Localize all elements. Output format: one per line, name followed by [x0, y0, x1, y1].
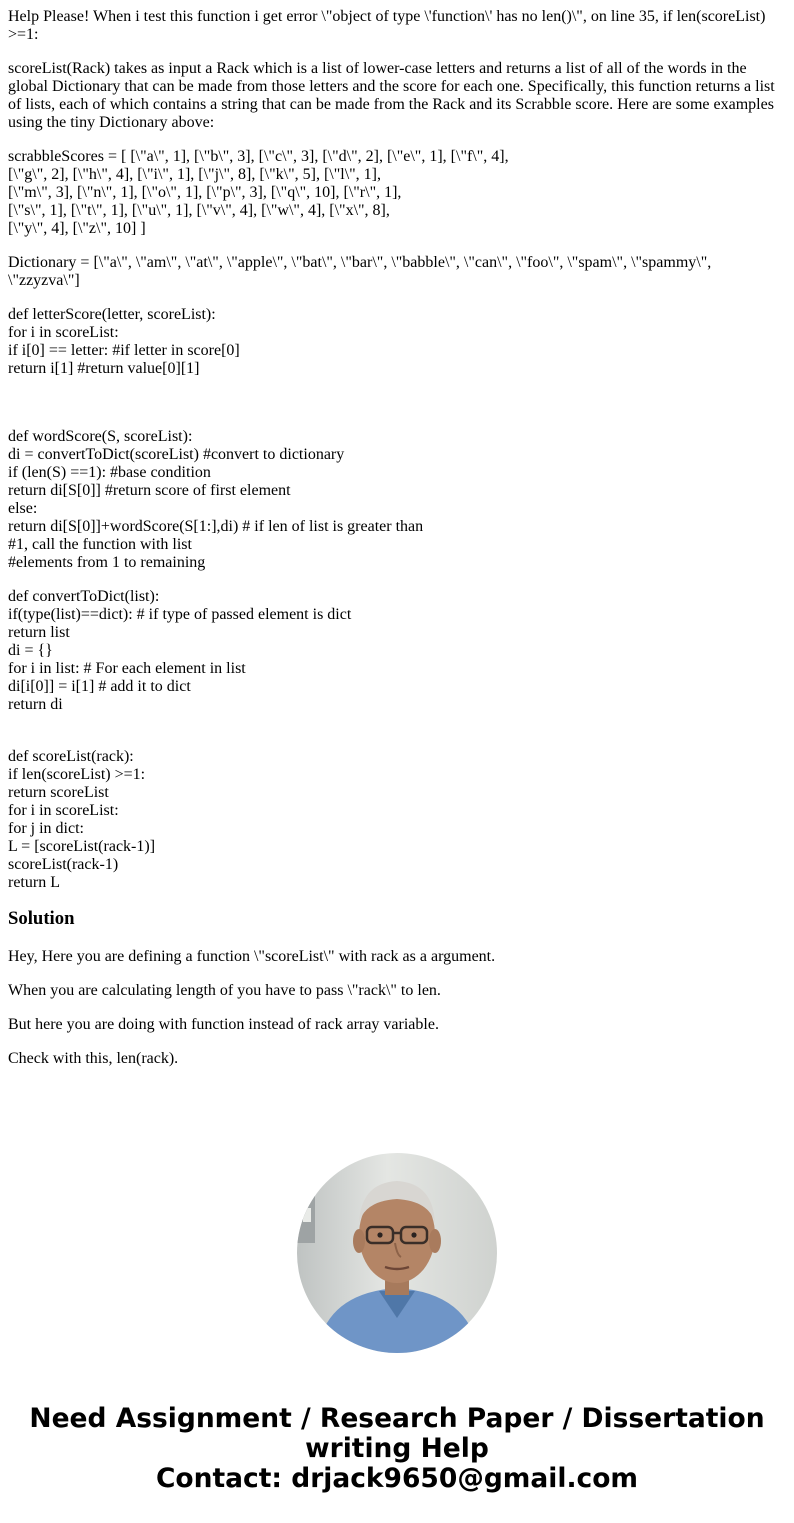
blank-space [8, 394, 778, 428]
question-intro: Help Please! When i test this function i get error \"object of type \'function\' has no len()\", on line 35, if len(scoreList) >=1: [8, 8, 766, 43]
word-score-block [8, 428, 778, 572]
code-line: def wordScore(S, scoreList): [8, 428, 193, 445]
code-line: if (len(S) ==1): #base condition [8, 464, 211, 481]
code-line: return scoreList [8, 784, 109, 801]
blank-space [8, 730, 778, 748]
code-line: def letterScore(letter, scoreList): [8, 306, 216, 323]
code-line: di = {} [8, 642, 53, 659]
code-line: else: [8, 500, 38, 517]
code-line: [\"g\", 2], [\"h\", 4], [\"i\", 1], [\"j\", 8], [\"k\", 5], [\"l\", 1], [8, 166, 381, 183]
promo-contact: Contact: drjack9650@gmail.com [155, 1463, 639, 1494]
promo-line: Need Assignment / Research Paper / Dissertation [29, 1403, 765, 1434]
code-line: for i in scoreList: [8, 802, 119, 819]
code-line: for i in list: # For each element in list [8, 660, 246, 677]
question-content [8, 8, 778, 1084]
solution-paragraph: Hey, Here you are defining a function \"scoreList\" with rack as a argument. [8, 948, 496, 965]
dictionary-line: Dictionary = [\"a\", \"am\", \"at\", \"apple\", \"bat\", \"bar\", \"babble\", \"can\", \"foo\", \"spam\", \"spammy\", \"zzyzva\"] [8, 254, 712, 289]
tutor-avatar [297, 1153, 497, 1353]
code-line: return di[S[0]] #return score of first element [8, 482, 291, 499]
code-line: di = convertToDict(scoreList) #convert to dictionary [8, 446, 345, 463]
code-line: L = [scoreList(rack-1)] [8, 838, 156, 855]
question-description: scoreList(Rack) takes as input a Rack which is a list of lower-case letters and returns a list of all of the words in the global Dictionary that can be made from those letters and the score for each one. Specifically, this function returns a list of lists, each of which contains a string that can be made from the Rack and its Scrabble score. Here are some examples using the tiny Dictionary above: [8, 60, 775, 131]
code-line: return list [8, 624, 70, 641]
code-line: return di[S[0]]+wordScore(S[1:],di) # if len of list is greater than [8, 518, 424, 535]
tutor-portrait-image [297, 1153, 497, 1353]
promo-line: writing Help [305, 1433, 489, 1464]
code-line: return di [8, 696, 63, 713]
code-line: scoreList(rack-1) [8, 856, 119, 873]
code-line: def scoreList(rack): [8, 748, 134, 765]
scrabble-scores-block [8, 148, 778, 238]
solution-paragraph: But here you are doing with function instead of rack array variable. [8, 1016, 439, 1033]
code-line: #elements from 1 to remaining [8, 554, 206, 571]
letter-score-block [8, 306, 778, 378]
promo-banner [0, 1404, 794, 1494]
solution-heading: Solution [8, 908, 75, 929]
code-line: [\"y\", 4], [\"z\", 10] ] [8, 220, 146, 237]
code-line: if(type(list)==dict): # if type of passed element is dict [8, 606, 352, 623]
solution-paragraph: Check with this, len(rack). [8, 1050, 179, 1067]
code-line: def convertToDict(list): [8, 588, 160, 605]
code-line: return L [8, 874, 60, 891]
code-line: [\"s\", 1], [\"t\", 1], [\"u\", 1], [\"v\", 4], [\"w\", 4], [\"x\", 8], [8, 202, 390, 219]
code-line: di[i[0]] = i[1] # add it to dict [8, 678, 191, 695]
code-line: [\"m\", 3], [\"n\", 1], [\"o\", 1], [\"p\", 3], [\"q\", 10], [\"r\", 1], [8, 184, 402, 201]
convert-to-dict-block [8, 588, 778, 714]
code-line: for i in scoreList: [8, 324, 119, 341]
solution-paragraph: When you are calculating length of you have to pass \"rack\" to len. [8, 982, 441, 999]
code-line: #1, call the function with list [8, 536, 192, 553]
code-line: for j in dict: [8, 820, 84, 837]
score-list-block [8, 748, 778, 892]
code-line: return i[1] #return value[0][1] [8, 360, 200, 377]
code-line: scrabbleScores = [ [\"a\", 1], [\"b\", 3], [\"c\", 3], [\"d\", 2], [\"e\", 1], [\"f\", 4], [8, 148, 509, 165]
code-line: if len(scoreList) >=1: [8, 766, 146, 783]
code-line: if i[0] == letter: #if letter in score[0] [8, 342, 240, 359]
